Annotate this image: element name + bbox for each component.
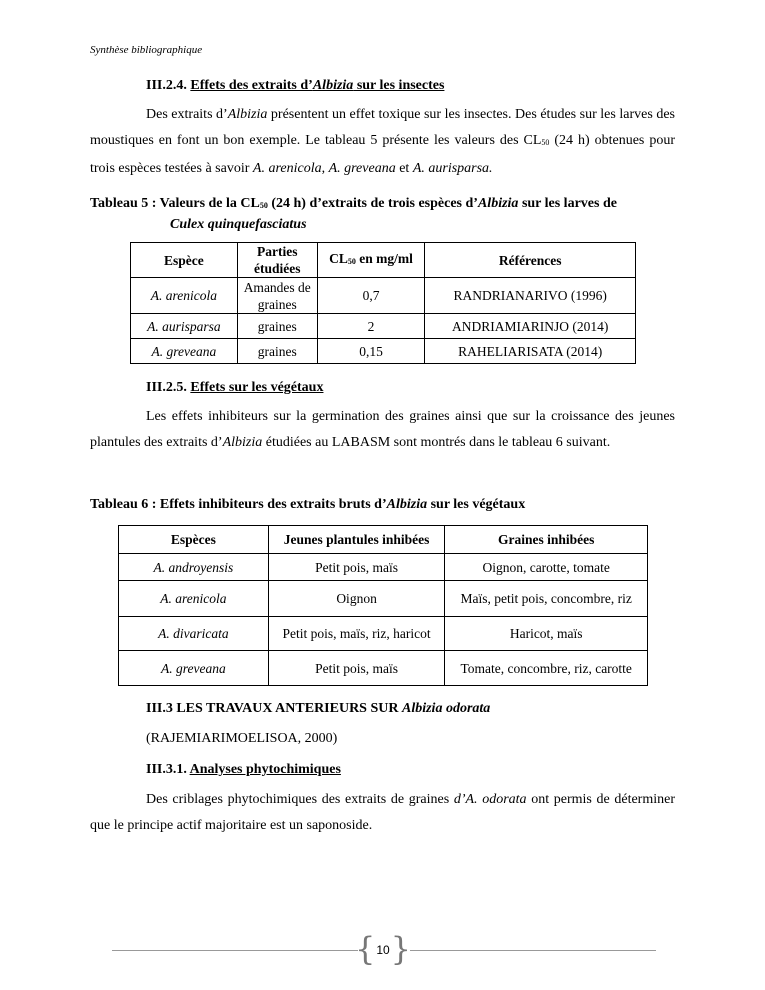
table6-header-row (119, 526, 648, 554)
cell-plantules: Petit pois, maïs, riz, haricot (268, 617, 445, 651)
cell-espece: A. arenicola (119, 581, 269, 617)
cell-espece: A. greveana (119, 651, 269, 686)
table5 (130, 242, 636, 364)
table-row (119, 554, 648, 581)
table5-header-references: Références (425, 243, 636, 278)
paragraph-insects: Des extraits d’Albizia présentent un effet toxique sur les insectes. Des études sur les larves des moustiques en font un bon exemple. Le tableau 5 présente les valeurs des $CL_{50}$ (24 h) obtenues pour trois espèces testées à savoir A. arenicola, A. greveana et A. aurisparsa. (90, 107, 675, 176)
cell-parties: graines (237, 314, 317, 339)
cell-espece: A. aurisparsa (131, 314, 238, 339)
section-title: Effets des extraits d’Albizia sur les insectes (190, 78, 445, 93)
table5-header-row (131, 243, 636, 278)
table-row (119, 581, 648, 617)
cell-graines: Maïs, petit pois, concombre, riz (445, 581, 648, 617)
cell-cl50: 0,15 (317, 339, 425, 364)
left-brace-icon: { (355, 930, 376, 968)
table6-header-graines: Graines inhibées (445, 526, 648, 554)
table5-caption: Tableau 5 : Valeurs de la $CL_{50}$ (24 h) d’extraits de trois espèces d’Albizia sur les larves de Culex quinquefasciatus (90, 194, 675, 234)
footer-rule-left (112, 950, 358, 951)
section-title: Effets sur les végétaux (190, 380, 324, 395)
table5-caption-species: Culex quinquefasciatus (170, 217, 307, 232)
section-number: III.3.1. (146, 762, 187, 777)
section-heading-3-3-1 (146, 762, 341, 778)
cell-espece: A. divaricata (119, 617, 269, 651)
cell-plantules: Petit pois, maïs (268, 554, 445, 581)
table5-header-cl50: $CL_{50}$ en mg/ml (317, 243, 425, 278)
footer-rule-right (410, 950, 656, 951)
table5-header-parties: Parties étudiées (237, 243, 317, 278)
paragraph-plants: Les effets inhibiteurs sur la germination des graines ainsi que sur la croissance des jeunes plantules des extraits d’Albizia étudiées au LABASM sont montrés dans le tableau 6 suivant. (90, 409, 675, 450)
section-number: III.2.5. (146, 380, 187, 395)
section-title: Analyses phytochimiques (189, 762, 341, 777)
cell-reference: RAHELIARISATA (2014) (425, 339, 636, 364)
table6-header-especes: Espèces (119, 526, 269, 554)
table-row (119, 617, 648, 651)
cell-espece: A. androyensis (119, 554, 269, 581)
table6 (118, 525, 648, 686)
cell-cl50: 2 (317, 314, 425, 339)
cell-espece: A. greveana (131, 339, 238, 364)
cell-reference: RANDRIANARIVO (1996) (425, 278, 636, 314)
cell-espece: A. arenicola (131, 278, 238, 314)
table-row (131, 339, 636, 364)
cell-graines: Tomate, concombre, riz, carotte (445, 651, 648, 686)
section-heading-3-3: III.3 LES TRAVAUX ANTERIEURS SUR Albizia odorata (146, 701, 491, 716)
section-number: III.2.4. (146, 78, 187, 93)
cell-parties: Amandes de graines (237, 278, 317, 314)
cell-plantules: Oignon (268, 581, 445, 617)
table6-caption: Tableau 6 : Effets inhibiteurs des extraits bruts d’Albizia sur les végétaux (90, 497, 526, 512)
cell-reference: ANDRIAMIARINJO (2014) (425, 314, 636, 339)
table-row (119, 651, 648, 686)
table-row (131, 314, 636, 339)
page-number-box (355, 930, 411, 968)
table-row (131, 278, 636, 314)
table5-header-espece: Espèce (131, 243, 238, 278)
cell-plantules: Petit pois, maïs (268, 651, 445, 686)
paragraph-phytochemistry: Des criblages phytochimiques des extraits de graines d’A. odorata ont permis de déterminer que le principe actif majoritaire est un saponoside. (90, 792, 676, 833)
cell-graines: Haricot, maïs (445, 617, 648, 651)
table6-header-plantules: Jeunes plantules inhibées (268, 526, 445, 554)
section-heading-3-2-4 (146, 78, 444, 94)
running-header: Synthèse bibliographique (90, 44, 203, 56)
cell-cl50: 0,7 (317, 278, 425, 314)
right-brace-icon: } (390, 930, 411, 968)
source-citation: (RAJEMIARIMOELISOA, 2000) (146, 731, 338, 746)
cell-graines: Oignon, carotte, tomate (445, 554, 648, 581)
page-number: 10 (376, 943, 390, 957)
section-heading-3-2-5 (146, 380, 323, 396)
cell-parties: graines (237, 339, 317, 364)
